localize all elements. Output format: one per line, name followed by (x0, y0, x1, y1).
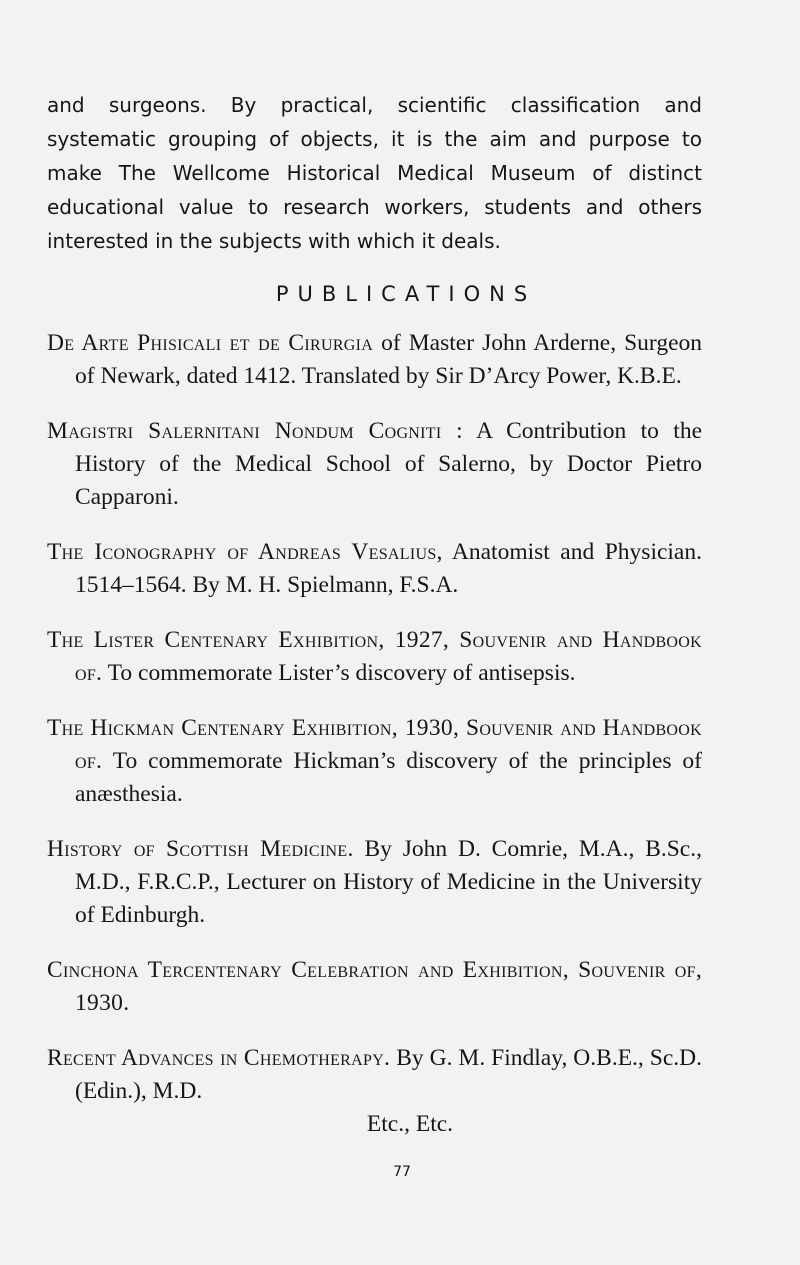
publication-entry (47, 1042, 702, 1108)
publication-details: of Master John Arderne, Surgeon of Newark, dated 1412. Translated by Sir D’Arcy Power, K.B.E. (75, 330, 702, 389)
publication-title: De Arte Phisicali et de Cirurgia (47, 330, 374, 356)
publication-entry (47, 536, 702, 602)
publication-title: History of Scottish Medicine. (47, 836, 354, 862)
publication-details: By G. M. Findlay, O.B.E., Sc.D. (Edin.), M.D. (75, 1045, 703, 1104)
section-heading: PUBLICATIONS (275, 282, 537, 306)
publication-details: To commemorate Hickman’s discovery of the principles of anæsthesia. (75, 748, 702, 807)
etc-line: Etc., Etc. (366, 1111, 454, 1137)
publication-entry (47, 833, 702, 932)
publication-title: Magistri Salernitani Nondum Cogniti : (47, 418, 463, 444)
publication-title: Recent Advances in Chemotherapy. (47, 1045, 391, 1071)
publication-title: Cinchona Tercentenary Celebration and Exhibition, Souvenir of, 1930. (47, 957, 702, 1016)
publication-title: The Lister Centenary Exhibition, 1927, Souvenir and Handbook of. (47, 627, 702, 686)
intro-paragraph: and surgeons. By practical, scientific classification and systematic grouping of objects, it is the aim and purpose to make The Wellcome Historical Medical Museum of distinct educational value to research workers, students and others interested in the subjects with which it deals. (47, 93, 702, 253)
publication-entry (47, 327, 702, 393)
publication-title: The Iconography of Andreas Vesalius, (47, 539, 443, 565)
publication-details: Anatomist and Physician. 1514–1564. By M. H. Spielmann, F.S.A. (75, 539, 702, 598)
publication-title: The Hickman Centenary Exhibition, 1930, Souvenir and Handbook of. (47, 715, 702, 774)
publication-list (47, 327, 702, 1130)
publication-entry (47, 712, 702, 811)
publication-details: To commemorate Lister’s discovery of antisepsis. (102, 660, 576, 686)
publication-entry (47, 415, 702, 514)
publication-entry (47, 954, 702, 1020)
publication-details: By John D. Comrie, M.A., B.Sc., M.D., F.R.C.P., Lecturer on History of Medicine in the University of Edinburgh. (75, 836, 702, 928)
page-number: 77 (393, 1164, 411, 1180)
publication-entry (47, 624, 702, 690)
publication-details: A Contribution to the History of the Medical School of Salerno, by Doctor Pietro Capparoni. (75, 418, 702, 510)
